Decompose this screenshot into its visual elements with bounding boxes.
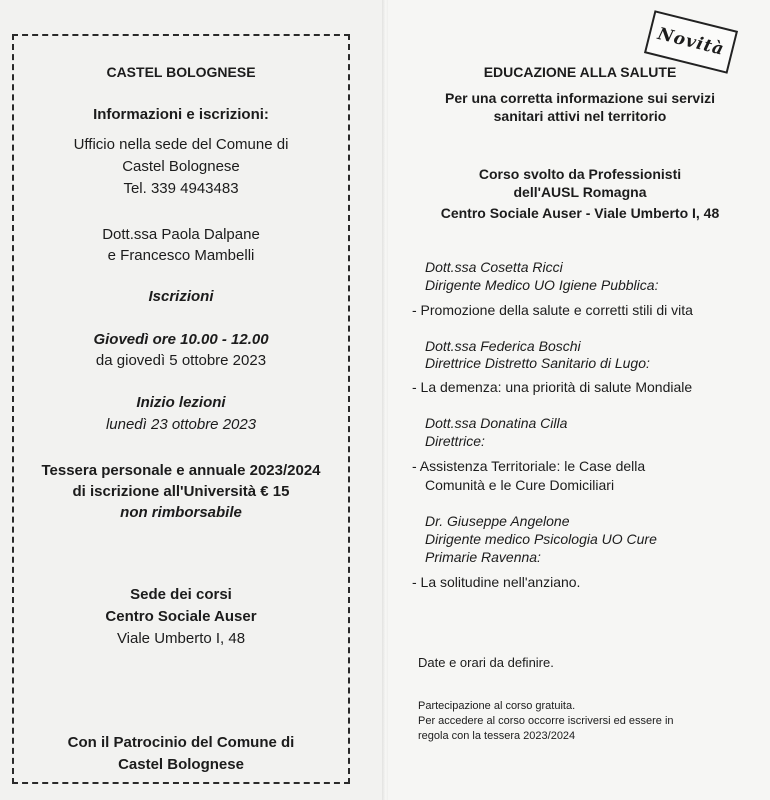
speaker-3-role: Direttrice:: [425, 433, 485, 449]
card-line-3: non rimborsabile: [120, 504, 242, 521]
speaker-2-topic: - La demenza: una priorità di salute Mondiale: [412, 379, 693, 395]
info-heading: Informazioni e iscrizioni:: [93, 106, 269, 123]
speaker-1-topic: - Promozione della salute e corretti stili di vita: [412, 302, 693, 318]
right-title: EDUCAZIONE ALLA SALUTE: [483, 64, 677, 80]
venue-heading: Sede dei corsi: [130, 586, 232, 603]
contact-line-1: Dott.ssa Paola Dalpane: [102, 226, 260, 243]
speaker-3-name: Dott.ssa Donatina Cilla: [425, 415, 568, 431]
left-title: CASTEL BOLOGNESE: [106, 64, 256, 80]
speaker-4-topic: - La solitudine nell'anziano.: [412, 574, 581, 590]
subtitle-line-2: sanitari attivi nel territorio: [493, 108, 667, 124]
lessons-date: lunedì 23 ottobre 2023: [105, 416, 257, 433]
speaker-4-role-line-1: Dirigente medico Psicologia UO Cure: [425, 531, 657, 547]
lessons-heading: Inizio lezioni: [136, 394, 226, 411]
course-venue: Centro Sociale Auser - Viale Umberto I, 48: [440, 205, 720, 221]
speaker-1-role: Dirigente Medico UO Igiene Pubblica:: [425, 277, 659, 293]
card-line-2: di iscrizione all'Università € 15: [72, 483, 290, 500]
patronage-line-1: Con il Patrocinio del Comune di: [67, 734, 295, 751]
registration-heading: Iscrizioni: [148, 288, 214, 305]
dates-note: Date e orari da definire.: [418, 655, 554, 670]
contact-line-2: e Francesco Mambelli: [107, 247, 255, 264]
office-line-1: Ufficio nella sede del Comune di: [73, 136, 289, 153]
speaker-4-role-line-2: Primarie Ravenna:: [425, 549, 541, 565]
venue-name: Centro Sociale Auser: [105, 608, 257, 625]
footer-line-3: regola con la tessera 2023/2024: [418, 730, 576, 742]
course-line-1: Corso svolto da Professionisti: [478, 166, 682, 182]
footer-line-2: Per accedere al corso occorre iscriversi ed essere in: [418, 715, 674, 727]
novelty-stamp-text: Novità: [655, 24, 727, 60]
phone-number: Tel. 339 4943483: [123, 180, 239, 197]
patronage-line-2: Castel Bolognese: [118, 756, 244, 773]
speaker-4-name: Dr. Giuseppe Angelone: [425, 513, 570, 529]
speaker-3-topic-line-1: - Assistenza Territoriale: le Case della: [412, 458, 646, 474]
office-line-2: Castel Bolognese: [122, 158, 240, 175]
course-line-2: dell'AUSL Romagna: [513, 184, 647, 200]
subtitle-line-1: Per una corretta informazione sui servizi: [445, 90, 715, 106]
page-fold: [382, 0, 388, 800]
registration-from: da giovedì 5 ottobre 2023: [95, 352, 267, 369]
speaker-2-role: Direttrice Distretto Sanitario di Lugo:: [425, 355, 650, 371]
speaker-1-name: Dott.ssa Cosetta Ricci: [425, 259, 563, 275]
card-line-1: Tessera personale e annuale 2023/2024: [41, 462, 321, 479]
speaker-2-name: Dott.ssa Federica Boschi: [425, 338, 581, 354]
speaker-3-topic-line-2: Comunità e le Cure Domiciliari: [425, 477, 615, 493]
footer-line-1: Partecipazione al corso gratuita.: [418, 700, 576, 712]
registration-time: Giovedì ore 10.00 - 12.00: [93, 331, 269, 348]
venue-address: Viale Umberto I, 48: [116, 630, 246, 647]
